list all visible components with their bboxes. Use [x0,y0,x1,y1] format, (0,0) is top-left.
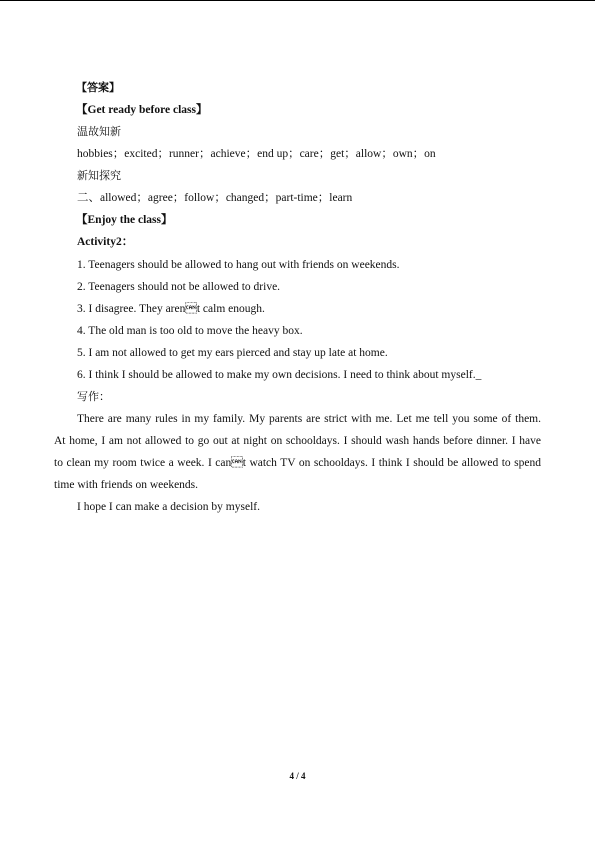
get-ready-heading: 【Get ready before class】 [76,104,208,116]
writing-line-1: There are many rules in my family. My parents are strict with me. Let me tell you some of them. [77,413,541,425]
writing-title: 写作： [77,390,110,403]
activity-title: Activity2： [77,236,134,248]
answer-heading: 【答案】 [76,81,120,94]
answer-item-2: 2. Teenagers should not be allowed to drive. [77,281,281,293]
review-title: 温故知新 [77,125,121,138]
enjoy-class-heading: 【Enjoy the class】 [76,214,173,226]
new-knowledge-title: 新知探究 [77,169,121,182]
answer-item-3: 3. I disagree. They arent calm enough. [77,303,265,315]
writing-line-3: to clean my room twice a week. I cant watch TV on schooldays. I think I should be allowed to spend [54,457,541,469]
writing-line-4: time with friends on weekends. [54,479,199,491]
header-rule [0,0,595,1]
answer-item-6: 6. I think I should be allowed to make my own decisions. I need to think about myself._ [77,369,482,381]
page-number: 4 / 4 [289,771,306,781]
answer-item-5: 5. I am not allowed to get my ears pierced and stay up late at home. [77,347,388,359]
new-knowledge-answers: 二、allowed；agree；follow；changed；part-time；learn [77,192,353,204]
review-answers: hobbies；excited；runner；achieve；end up；care；get；allow；own；on [77,148,436,160]
answer-item-4: 4. The old man is too old to move the heavy box. [77,325,303,337]
writing-closing: I hope I can make a decision by myself. [77,501,260,513]
writing-line-2: At home, I am not allowed to go out at night on schooldays. I should wash hands before dinner. I have [54,435,541,447]
answer-item-1: 1. Teenagers should be allowed to hang out with friends on weekends. [77,259,400,271]
